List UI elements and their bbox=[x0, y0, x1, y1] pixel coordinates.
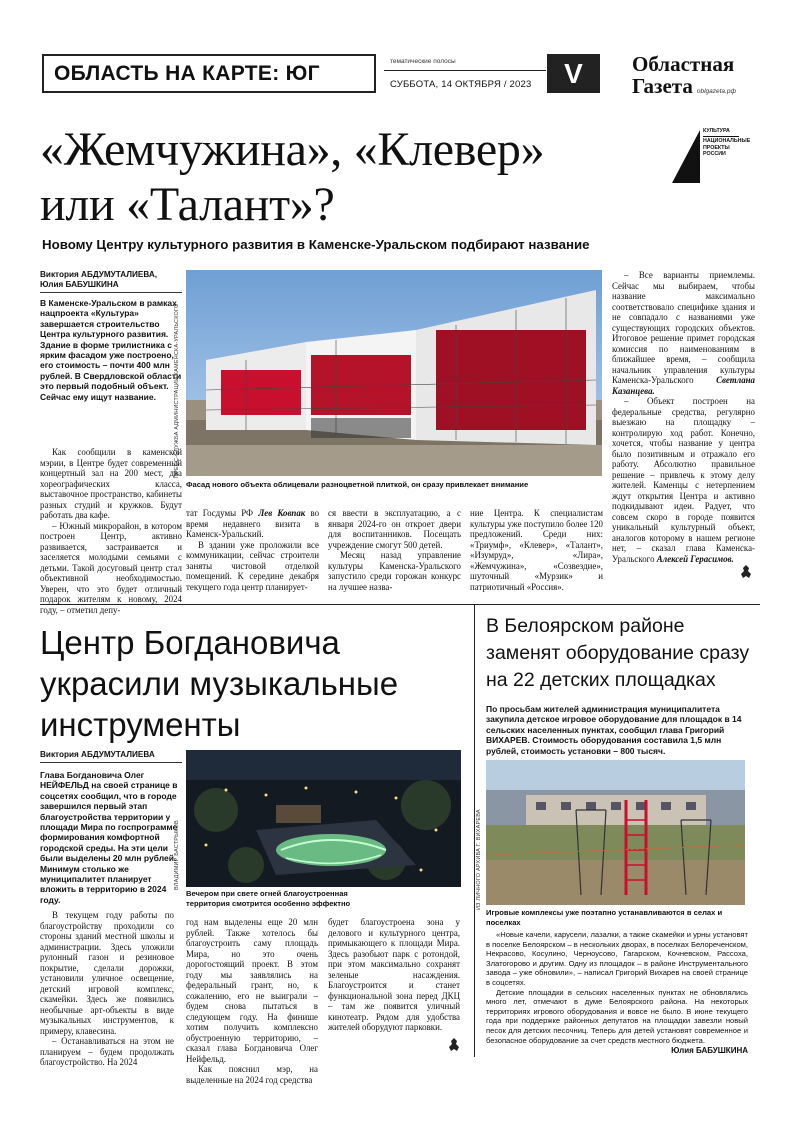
thematic-label: тематические полосы bbox=[390, 58, 456, 65]
article1-col2-text-a: тат Госдумы РФ bbox=[186, 508, 254, 518]
header-divider bbox=[384, 70, 546, 71]
article2-col1-para-1: В текущем году работы по благоустройству проходили со стороны зданий местной школы и администрации. Здесь уложили рулонный газон и резиновое покрытие, сделали дорожки, установили уличное освещение, детский игровой комплекс, скамейки. Здесь же появились необычные арт-объекты в виде музыкальных инструментов, к примеру, клавесина. bbox=[40, 910, 174, 1036]
newspaper-logo bbox=[632, 54, 762, 98]
night-square-image bbox=[186, 750, 461, 887]
article3-title-line-3: на 22 детских площадках bbox=[486, 669, 716, 691]
article1-author-1: Виктория АБДУМУТАЛИЕВА, bbox=[40, 270, 158, 279]
article2-column-1 bbox=[40, 910, 174, 1068]
logo-site: oblgazeta.рф bbox=[696, 88, 736, 95]
article3-photo-caption: Игровые комплексы уже поэтапно устанавливаются в селах и поселках bbox=[486, 908, 723, 927]
article1-col5-name-2: Алексей Герасимов. bbox=[656, 553, 734, 564]
np-line-3: ПРОЕКТЫ bbox=[703, 144, 730, 151]
np-line-2: НАЦИОНАЛЬНЫЕ bbox=[703, 138, 751, 144]
article2-col2-para-2: Как пояснил мэр, на выделенные на 2024 год средства bbox=[186, 1064, 318, 1085]
article2-col2-para-1: год нам выделены еще 20 млн рублей. Также хотелось бы благоустроить саму площадь Мира, но это очень дорогостоящий проект. В этом году мы заявлялись на федеральный грант, но, к сожалению, его не выиграли – будем снова пытаться в следующем году. На финише хотим получить комплексно обустроенную территорию, – сказал глава Богдановича Олег Нейфельд. bbox=[186, 917, 318, 1064]
region-crest-icon bbox=[740, 565, 752, 579]
article2-photo-credit: ВЛАДИМИР БАСТРЫКОВ bbox=[174, 820, 180, 890]
article3-headline bbox=[486, 613, 749, 694]
page-letter-box bbox=[547, 54, 600, 93]
article1-column-3 bbox=[328, 508, 461, 592]
article1-subtitle: Новому Центру культурного развития в Каменске-Уральском подбирают название bbox=[42, 237, 590, 252]
article1-column-1 bbox=[40, 447, 182, 615]
article3-body bbox=[486, 930, 748, 1045]
issue-date: СУББОТА, 14 ОКТЯБРЯ / 2023 bbox=[390, 79, 532, 90]
page-letter: V bbox=[564, 58, 583, 89]
article2-col1-para-2: – Останавливаться на этом не планируем – будем продолжать благоустройство. На 2024 bbox=[40, 1036, 174, 1067]
np-culture: КУЛЬТУРА bbox=[703, 128, 730, 134]
national-projects-logo bbox=[672, 128, 751, 183]
article1-col3-para-2: Месяц назад управление культуры Каменска-Уральского запустило среди горожан конкурс на лучшее назва- bbox=[328, 550, 461, 592]
article1-column-4 bbox=[470, 508, 603, 592]
cultural-center-building-image bbox=[186, 270, 602, 476]
article2-col3-para-1: будет благоустроена зона у делового и культурного центра, примыкающего к площади Мира. Здесь разобьют парк с ротондой, при этом максимально сохранят зеленые насаждения. Благоустроится и станет функциональной зона перед ДКЦ – там же появится уличный кинотеатр. Рядом для удобства жителей оборудуют парковки. bbox=[328, 917, 460, 1032]
article2-title-line-1: Центр Богдановича bbox=[40, 624, 340, 661]
article1-column-5 bbox=[612, 270, 755, 564]
article1-col5-text-b: – Объект построен на федеральные средства, регулярно выезжаю на площадку – контролирую ход работ. Конечно, хочется, чтобы название у центра было позитивным и отражало его работу. Абсолютно правильное решение – привлечь к этому делу жителей. Каменцы с нетерпением ждут открытия Центра и активно подкидывают идеи. Радует, что совсем скоро в городе появится уникальный культурный объект, аналогов которому в нашем регионе нет, – сказал глава Каменска-Уральского bbox=[612, 396, 755, 564]
article2-lead: Глава Богдановича Олег НЕЙФЕЛЬД на своей странице в соцсетях сообщил, что в городе завершился первый этап благоустройства территории у площади Мира по госпрограмме формирования комфортной городской среды. На эти цели были выделены 20 млн рублей. Минимум столько же муниципалитет планирует вложить в территорию в 2024 году. bbox=[40, 770, 178, 905]
logo-line-1: Областная bbox=[632, 52, 735, 76]
article3-photo bbox=[486, 760, 745, 905]
section-header-box bbox=[42, 54, 376, 93]
article2-column-3 bbox=[328, 917, 460, 1033]
article1-photo-caption: Фасад нового объекта облицевали разноцветной плиткой, он сразу привлекает внимание bbox=[186, 480, 529, 489]
article2-photo bbox=[186, 750, 461, 887]
article1-col1-para-1: Как сообщили в каменской мэрии, в Центре будет современный концертный зал на 200 мест, два хореографических класса, выставочное пространство, кабинеты разных студий и кружков. Будут работать два кафе. bbox=[40, 447, 182, 520]
article1-photo-credit: ПРЕСС-СЛУЖБА АДМИНИСТРАЦИИ КАМЕНСКА-УРАЛЬСКОГО bbox=[174, 303, 180, 478]
article3-byline: Юлия БАБУШКИНА bbox=[671, 1046, 748, 1055]
article2-byline bbox=[40, 750, 182, 763]
article1-col1-para-2: – Южный микрорайон, в котором построен Центр, активно развивается, застраивается и заселяется молодыми семьями с детьми. Такой досуговый центр стал объективной необходимостью. Уверен, что это будет отличный подарок жителям к новому, 2024 году, – отметил депу- bbox=[40, 520, 182, 615]
article1-col2-name: Лев Ковпак bbox=[258, 508, 306, 518]
article1-col2-para-2: В здании уже проложили все коммуникации, сейчас строители заняты чистовой отделкой помещений. К середине декабря текущего года центр планирует- bbox=[186, 539, 319, 592]
article1-photo bbox=[186, 270, 602, 476]
logo-line-2: Газета bbox=[632, 74, 693, 98]
article2-column-2 bbox=[186, 917, 318, 1085]
article1-col4-para-1: ние Центра. К специалистам культуры уже поступило более 120 предложений. Среди них: «Триумф», «Клевер», «Талант», «Изумруд», «Лира», «Жемчужина», «Созвездие», шуточный «Мурзик» и патриотичный «Россия». bbox=[470, 508, 603, 592]
playground-image bbox=[486, 760, 745, 905]
column-divider bbox=[474, 605, 475, 1057]
article2-title-line-2: украсили музыкальные bbox=[40, 665, 399, 702]
article1-col5-name-1: Светлана Казанцева. bbox=[612, 375, 755, 396]
region-crest-icon-2 bbox=[448, 1038, 460, 1052]
article2-title-line-3: инструменты bbox=[40, 706, 241, 743]
section-divider bbox=[40, 604, 760, 605]
article2-headline bbox=[40, 622, 398, 745]
article1-col2-text-b: во время недавнего визита в Каменск-Уральский. bbox=[186, 508, 320, 539]
article1-column-2 bbox=[186, 508, 319, 592]
article3-title-line-1: В Белоярском районе bbox=[486, 615, 685, 637]
article1-lead: В Каменске-Уральском в рамках нацпроекта «Культура» завершается строительство Центра культурного развития. Здание в форме трилистника с ярким фасадом уже построено, его стоимость – почти 400 млн рублей. В Свердловской области это первый подобный объект. Сейчас ему ищут название. bbox=[40, 298, 182, 402]
article3-para-1: «Новые качели, карусели, лазалки, а также скамейки и урны установят в поселке Белоярском – в нескольких дворах, в поселках Белореченском, Некрасово, Косулино, Черноусово, Гагарском, Кочневском, Рассоха, Златогорово и другим. Одну из площадок – в районе Инструментального завода – уже обновили», – написал Григорий Вихарев на своей странице в соцсетях. bbox=[486, 930, 748, 987]
article2-photo-caption: Вечером при свете огней благоустроенная территория смотрится особенно эффектно bbox=[186, 889, 351, 908]
article2-author: Виктория АБДУМУТАЛИЕВА bbox=[40, 750, 182, 763]
article3-para-2: Детские площадки в сельских населенных пунктах не обновлялись много лет, отмечают в думе Белоярского района. На некоторых территориях игрового оборудования и вовсе не было. В июне текущего года при поддержке районных депутатов на площадки завезли новый песок для детских песочниц. Теперь для детей установят современное и безопасное оборудование за счет средств местного бюджета. bbox=[486, 987, 748, 1045]
article1-col5-text-a: – Все варианты приемлемы. Сейчас мы выбираем, чтобы название максимально соответствовало специфике здания и не совпадало с названиями уже существующих городских объектов. Итоговое решение примет городская комиссия по наименованиям в ближайшее время, – сообщила начальник управления культуры Каменска-Уральского bbox=[612, 270, 755, 385]
article1-headline bbox=[40, 122, 544, 232]
article1-byline bbox=[40, 270, 182, 293]
article3-photo-credit: ИЗ ЛИЧНОГО АРХИВА Г. ВИХАРЕВА bbox=[476, 809, 482, 910]
article1-title-line-2: или «Талант»? bbox=[40, 178, 335, 231]
section-title: ОБЛАСТЬ НА КАРТЕ: ЮГ bbox=[54, 62, 320, 85]
article3-title-line-2: заменят оборудование сразу bbox=[486, 642, 750, 664]
article3-lead: По просьбам жителей администрация муниципалитета закупила детское игровое оборудование для площадок в 14 сельских населенных пунктах, сообщил глава Григорий ВИХАРЕВ. Стоимость оборудования составила 1,5 млн рублей, стоимость установки – 800 тысяч. bbox=[486, 704, 742, 756]
article1-author-2: Юлия БАБУШКИНА bbox=[40, 280, 119, 289]
np-line-4: РОССИИ bbox=[703, 151, 726, 157]
article1-col3-para-1: ся ввести в эксплуатацию, а с января 2024-го он откроет двери для воспитанников. Посещать учреждение смогут 500 детей. bbox=[328, 508, 461, 550]
article1-title-line-1: «Жемчужина», «Клевер» bbox=[40, 123, 545, 176]
